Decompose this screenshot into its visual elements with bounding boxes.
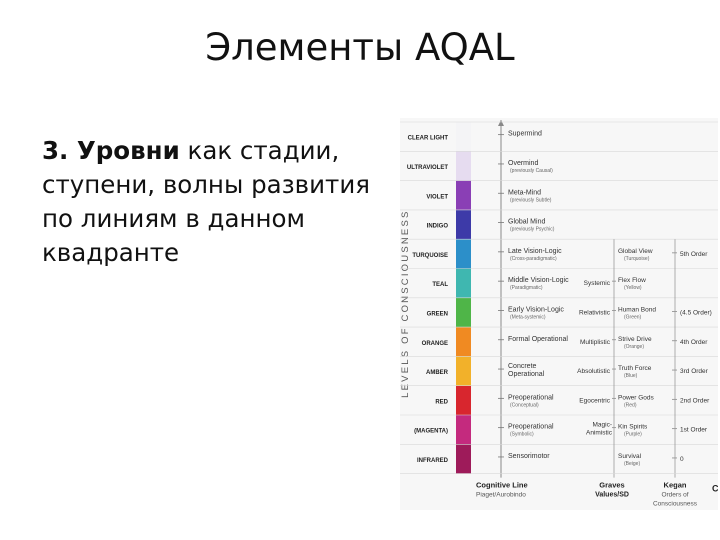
level-color-band <box>456 444 471 473</box>
kegan-label: Human Bond <box>618 306 656 314</box>
level-name: INDIGO <box>426 223 448 230</box>
footer-kegan-sub: Orders of <box>661 491 689 499</box>
cognitive-label: Meta-Mind <box>508 189 542 197</box>
kegan-sublabel: (Blue) <box>624 373 638 380</box>
footer-kegan: Kegan <box>663 480 687 490</box>
order-label: 0 <box>680 455 684 463</box>
level-name: GREEN <box>426 311 448 318</box>
kegan-sublabel: (Red) <box>624 402 637 409</box>
level-name: INFRARED <box>417 457 448 464</box>
cognitive-sublabel: (previously Subtle) <box>510 197 552 204</box>
kegan-sublabel: (Turquoise) <box>624 255 650 262</box>
level-name: (MAGENTA) <box>414 428 448 435</box>
cognitive-sublabel: (Conceptual) <box>510 402 539 409</box>
level-color-band <box>456 181 471 210</box>
kegan-sublabel: (Yellow) <box>624 285 642 292</box>
kegan-label: Power Gods <box>618 394 654 402</box>
levels-of-consciousness-figure <box>400 118 718 510</box>
kegan-label: Kin Spirits <box>618 423 648 431</box>
cognitive-label: Global Mind <box>508 218 546 226</box>
cognitive-sublabel: (Meta-systemic) <box>510 314 546 321</box>
cognitive-label: Concrete <box>508 363 537 371</box>
level-name: VIOLET <box>426 194 448 201</box>
footer-kegan-sub: Consciousness <box>652 500 698 508</box>
kegan-label: Flex Flow <box>618 277 646 285</box>
order-label: 5th Order <box>680 250 708 258</box>
bullet-rest: как стадии, ступени, волны развития по линиям в данном квадранте <box>42 136 370 267</box>
level-color-band <box>456 298 471 327</box>
footer-graves-sub: Values/SD <box>595 491 629 499</box>
level-name: ULTRAVIOLET <box>406 164 448 171</box>
cognitive-label: Preoperational <box>508 394 554 402</box>
kegan-sublabel: (Purple) <box>624 431 642 438</box>
level-color-band <box>456 151 471 180</box>
footer-cut-letter: C <box>712 483 718 494</box>
kegan-sublabel: (Orange) <box>624 343 645 350</box>
cognitive-label: Sensorimotor <box>508 452 550 460</box>
cognitive-label: Middle Vision-Logic <box>508 277 569 285</box>
level-color-band <box>456 210 471 239</box>
slide-title: Элементы AQAL <box>205 26 515 69</box>
kegan-label: Survival <box>618 452 642 460</box>
level-name: AMBER <box>426 370 448 377</box>
level-color-band <box>456 415 471 444</box>
level-name: ORANGE <box>421 340 448 347</box>
bullet-text <box>42 134 382 270</box>
order-label: 2nd Order <box>680 397 710 405</box>
order-label: 3rd Order <box>680 368 708 376</box>
cognitive-label: Late Vision-Logic <box>508 247 562 255</box>
level-name: TURQUOISE <box>412 252 448 259</box>
cognitive-sublabel: (Paradigmatic) <box>510 285 543 292</box>
level-name: RED <box>435 399 448 406</box>
graves-label: Systemic <box>583 280 610 288</box>
level-color-band <box>456 239 471 268</box>
graves-label: Magic- <box>592 421 612 429</box>
graves-label: Egocentric <box>579 397 610 405</box>
kegan-label: Truth Force <box>618 365 652 373</box>
kegan-sublabel: (Green) <box>624 314 642 321</box>
kegan-sublabel: (Beige) <box>624 460 641 467</box>
cognitive-label: Operational <box>508 371 545 379</box>
level-color-band <box>456 386 471 415</box>
cognitive-sublabel: (Symbolic) <box>510 431 534 438</box>
level-color-band <box>456 327 471 356</box>
cognitive-label: Preoperational <box>508 423 554 431</box>
cognitive-sublabel: (previously Psychic) <box>510 226 555 233</box>
level-color-band <box>456 356 471 385</box>
level-name: TEAL <box>432 282 448 289</box>
level-color-band <box>456 269 471 298</box>
order-label: 4th Order <box>680 338 708 346</box>
graves-label: Multiplistic <box>580 338 610 346</box>
kegan-label: Strive Drive <box>618 335 652 343</box>
graves-label: Absolutistic <box>577 368 610 376</box>
footer-graves: Graves <box>599 480 625 490</box>
cognitive-sublabel: (previously Causal) <box>510 167 553 174</box>
graves-label: Relativistic <box>578 309 610 317</box>
cognitive-label: Overmind <box>508 159 539 167</box>
levels-chart-svg <box>400 118 718 510</box>
order-label: (4.5 Order) <box>680 309 712 317</box>
level-color-band <box>456 122 471 151</box>
cognitive-label: Early Vision-Logic <box>508 306 564 314</box>
graves-label: Animistic <box>585 429 612 437</box>
bullet-bold: 3. Уровни <box>42 136 180 165</box>
kegan-label: Global View <box>618 247 653 255</box>
cognitive-sublabel: (Cross-paradigmatic) <box>510 255 557 262</box>
cognitive-label: Supermind <box>508 130 542 138</box>
footer-cognitive-sub: Piaget/Aurobindo <box>476 491 526 499</box>
cognitive-label: Formal Operational <box>508 335 568 343</box>
level-name: CLEAR LIGHT <box>407 135 448 142</box>
footer-cognitive-line: Cognitive Line <box>476 480 528 490</box>
vertical-axis-label: LEVELS OF CONSCIOUSNESS <box>400 209 411 398</box>
order-label: 1st Order <box>680 426 708 434</box>
